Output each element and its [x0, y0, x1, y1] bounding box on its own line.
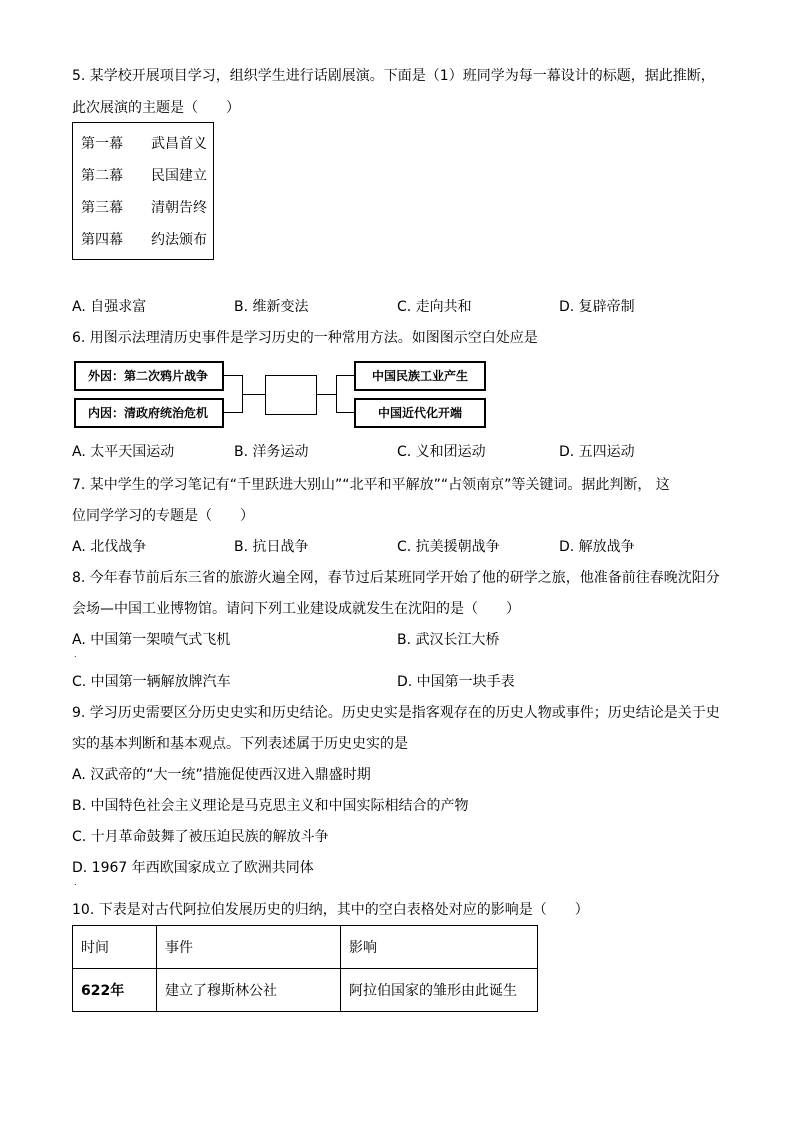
q7-option-c[interactable]: C. 抗美援朝战争 — [397, 539, 500, 555]
diagram-connector — [224, 412, 242, 413]
stray-dot: . — [74, 650, 77, 659]
q6-option-b[interactable]: B. 洋务运动 — [234, 444, 309, 460]
q5-stem-line1: 5. 某学校开展项目学习，组织学生进行话剧展演。下面是（1）班同学为每一幕设计的标题，据此推断， — [72, 68, 715, 84]
q7-stem-line1: 7. 某中学生的学习笔记有“千里跃进大别山”“北平和平解放”“占领南京”等关键词。据此判断， 这 — [72, 477, 670, 493]
q8-option-b[interactable]: B. 武汉长江大桥 — [397, 632, 500, 648]
q9-option-c[interactable]: C. 十月革命鼓舞了被压迫民族的解放斗争 — [72, 829, 329, 845]
q8-option-c[interactable]: C. 中国第一辆解放牌汽车 — [72, 674, 231, 690]
act-row — [81, 231, 207, 249]
q9-stem-line1: 9. 学习历史需要区分历史史实和历史结论。历史史实是指客观存在的历史人物或事件；历史结论是关于史 — [72, 705, 720, 721]
table-header-cell: 时间 — [73, 926, 157, 969]
act-row — [81, 167, 207, 185]
q10-stem: 10. 下表是对古代阿拉伯发展历史的归纳，其中的空白表格处对应的影响是（ ） — [72, 902, 589, 918]
diagram-connector — [336, 412, 354, 413]
act-title: 武昌首义 — [151, 136, 207, 152]
act-number: 第二幕 — [81, 168, 123, 184]
q9-option-a[interactable]: A. 汉武帝的“大一统”措施促使西汉进入鼎盛时期 — [72, 767, 371, 783]
act-title: 民国建立 — [151, 168, 207, 184]
act-row — [81, 199, 207, 217]
q10-table — [72, 925, 538, 1012]
diagram-connector — [242, 394, 265, 395]
q5-option-b[interactable]: B. 维新变法 — [234, 299, 309, 315]
q7-option-a[interactable]: A. 北伐战争 — [72, 539, 147, 555]
act-row — [81, 135, 207, 153]
q5-option-a[interactable]: A. 自强求富 — [72, 299, 147, 315]
diagram-connector — [336, 375, 354, 376]
stray-dot: . — [74, 878, 77, 887]
q9-option-b[interactable]: B. 中国特色社会主义理论是马克思主义和中国实际相结合的产物 — [72, 798, 469, 814]
q8-stem-line1: 8. 今年春节前后东三省的旅游火遍全网，春节过后某班同学开始了他的研学之旅，他准备前往春晚沈阳分 — [72, 570, 720, 586]
q6-option-c[interactable]: C. 义和团运动 — [397, 444, 486, 460]
q6-option-a[interactable]: A. 太平天国运动 — [72, 444, 175, 460]
diagram-connector — [316, 394, 336, 395]
act-number: 第四幕 — [81, 232, 123, 248]
q6-stem: 6. 用图示法理清历史事件是学习历史的一种常用方法。如图图示空白处应是 — [72, 330, 538, 346]
q5-acts-box — [72, 122, 214, 260]
table-row — [73, 969, 538, 1012]
table-cell: 建立了穆斯林公社 — [157, 969, 341, 1012]
diagram-connector — [336, 375, 337, 413]
diagram-box-result-modernization: 中国近代化开端 — [354, 398, 486, 428]
q7-option-b[interactable]: B. 抗日战争 — [234, 539, 309, 555]
q8-option-a[interactable]: A. 中国第一架喷气式飞机 — [72, 632, 231, 648]
q8-stem-line2: 会场—中国工业博物馆。请问下列工业建设成就发生在沈阳的是（ ） — [72, 601, 520, 617]
diagram-box-internal-cause: 内因：清政府统治危机 — [74, 398, 224, 428]
q5-stem-line2: 此次展演的主题是（ ） — [72, 100, 240, 116]
diagram-box-external-cause: 外因：第二次鸦片战争 — [74, 361, 224, 391]
q9-stem-line2: 实的基本判断和基本观点。下列表述属于历史史实的是 — [72, 736, 408, 752]
q5-option-d[interactable]: D. 复辟帝制 — [559, 299, 635, 315]
diagram-connector — [224, 375, 242, 376]
table-cell: 阿拉伯国家的雏形由此诞生 — [341, 969, 538, 1012]
q7-option-d[interactable]: D. 解放战争 — [559, 539, 635, 555]
act-title: 清朝告终 — [151, 200, 207, 216]
q5-option-c[interactable]: C. 走向共和 — [397, 299, 472, 315]
diagram-box-result-industry: 中国民族工业产生 — [354, 361, 486, 391]
table-header-cell: 事件 — [157, 926, 341, 969]
act-title: 约法颁布 — [151, 232, 207, 248]
table-header-cell: 影响 — [341, 926, 538, 969]
q7-stem-line2: 位同学学习的专题是（ ） — [72, 508, 254, 524]
q9-option-d[interactable]: D. 1967 年西欧国家成立了欧洲共同体 — [72, 860, 314, 876]
table-header-row — [73, 926, 538, 969]
diagram-blank-box — [265, 375, 317, 415]
q8-option-d[interactable]: D. 中国第一块手表 — [397, 674, 515, 690]
table-cell: 622年 — [73, 969, 157, 1012]
act-number: 第三幕 — [81, 200, 123, 216]
act-number: 第一幕 — [81, 136, 123, 152]
q6-option-d[interactable]: D. 五四运动 — [559, 444, 635, 460]
